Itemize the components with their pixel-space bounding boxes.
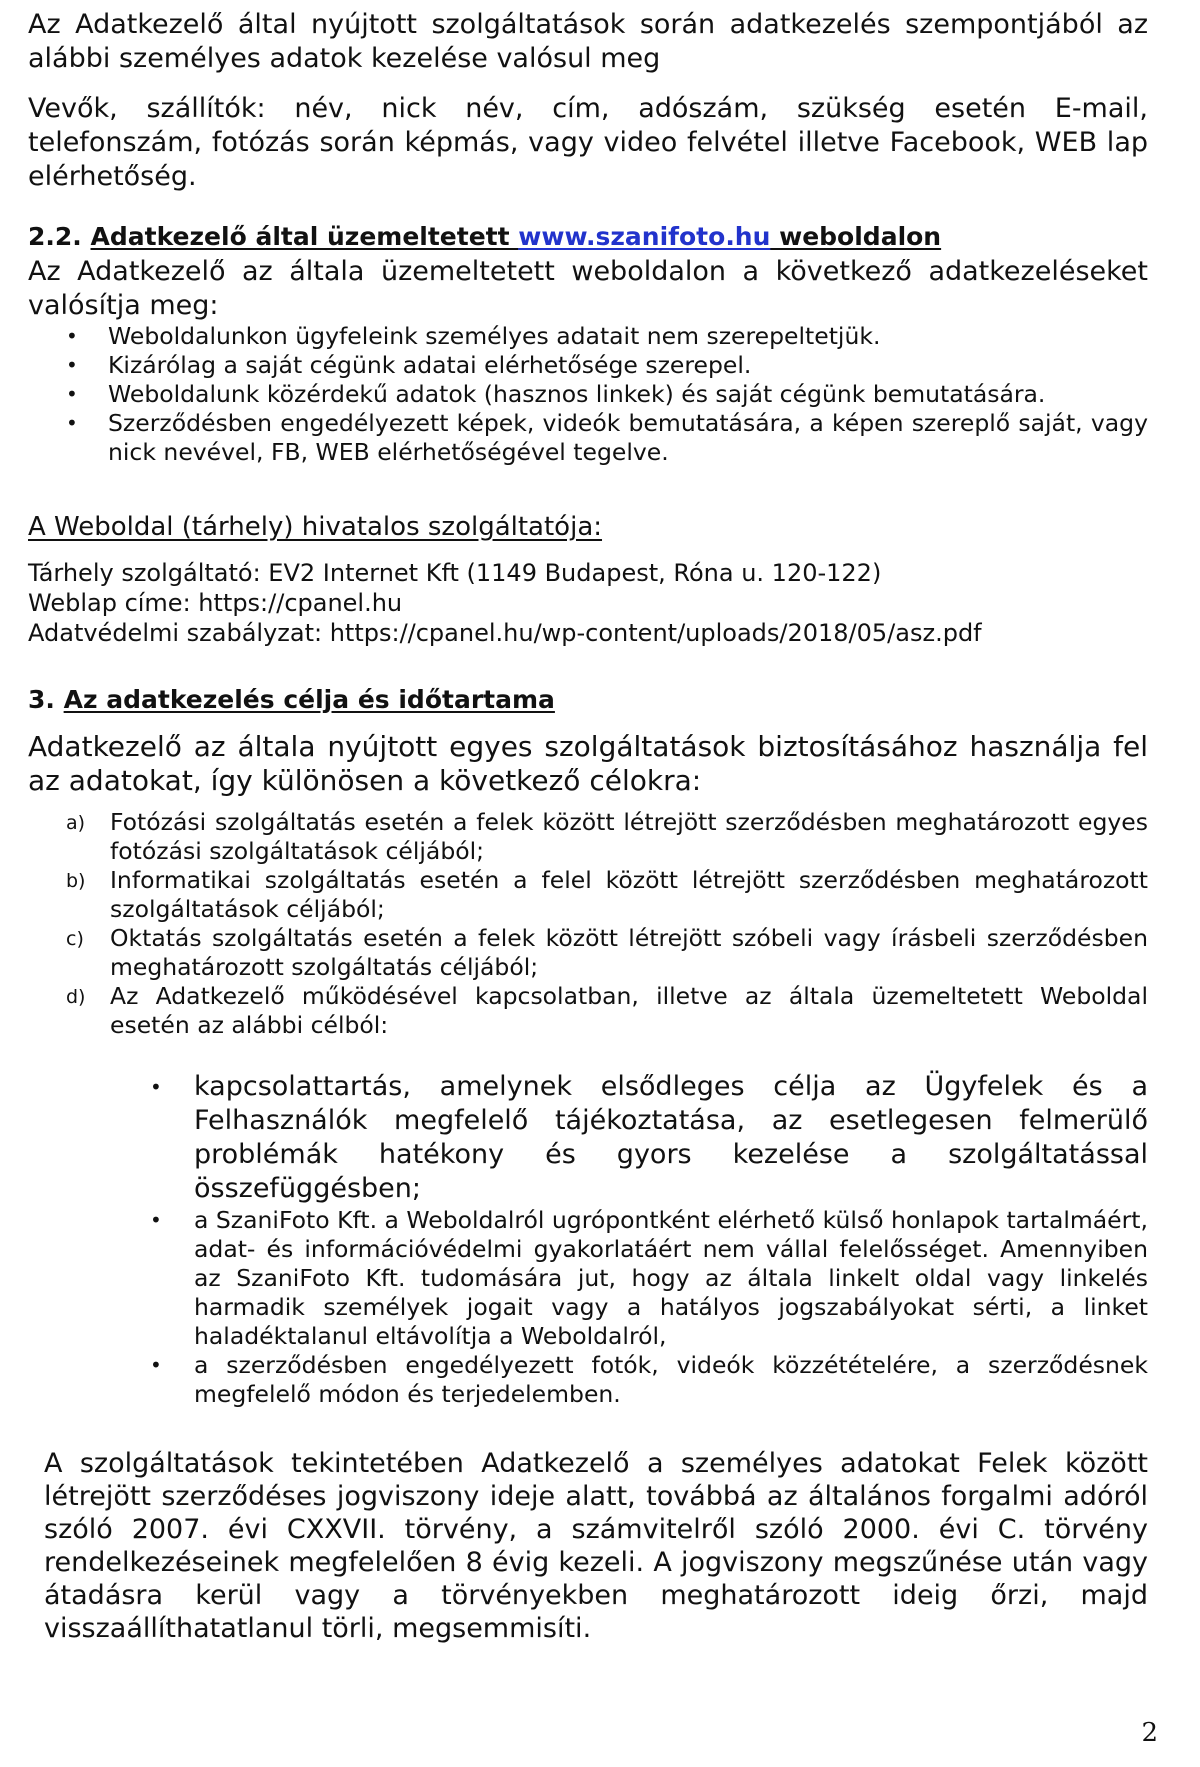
list-item	[64, 322, 1148, 351]
section-3-title: Az adatkezelés célja és időtartama	[63, 685, 555, 714]
page-number: 2	[1141, 1718, 1158, 1748]
intro-paragraph: Az Adatkezelő által nyújtott szolgáltatások során adatkezelés szempontjából az alábbi személyes adatok kezelése valósul meg	[28, 9, 1148, 74]
section-2-2-title	[91, 222, 942, 251]
list-item-text: Fotózási szolgáltatás esetén a felek között létrejött szerződésben meghatározott egyes fotózási szolgáltatások céljából;	[110, 808, 1148, 865]
section-3-heading	[28, 685, 555, 715]
list-item	[150, 1351, 1148, 1409]
list-item	[66, 982, 1148, 1040]
section-2-2-number: 2.2.	[28, 222, 82, 251]
section-2-2-heading	[28, 222, 941, 252]
bullet-icon: •	[150, 1353, 162, 1377]
list-item-text: Informatikai szolgáltatás esetén a felel között létrejött szerződésben meghatározott szolgáltatások céljából;	[110, 866, 1148, 923]
list-marker: a)	[66, 812, 86, 834]
section-2-2-lead: Az Adatkezelő az általa üzemeltetett weboldalon a következő adatkezeléseket valósítja meg:	[28, 256, 1148, 321]
bullet-icon: •	[66, 411, 78, 435]
bullet-icon: •	[66, 353, 78, 377]
hosting-provider-line: Tárhely szolgáltató: EV2 Internet Kft (1149 Budapest, Róna u. 120-122)	[28, 559, 882, 587]
list-item-text: kapcsolattartás, amelynek elsődleges célja az Ügyfelek és a Felhasználók megfelelő tájékoztatása, az esetlegesen felmerülő problémák hatékony és gyors kezelése a szolgáltatással összefüggésben;	[194, 1071, 1148, 1204]
hosting-heading: A Weboldal (tárhely) hivatalos szolgáltatója:	[28, 512, 603, 542]
website-bullet-list	[64, 322, 1148, 467]
list-item	[64, 351, 1148, 380]
list-item-text: Szerződésben engedélyezett képek, videók bemutatására, a képen szereplő saját, vagy nick nevével, FB, WEB elérhetőségével tegelve.	[108, 409, 1148, 466]
list-item	[64, 409, 1148, 467]
section-2-2-title-before: Adatkezelő által üzemeltetett	[90, 222, 519, 251]
website-purpose-list	[150, 1070, 1148, 1409]
list-item-text: Weboldalunk közérdekű adatok (hasznos linkek) és saját cégünk bemutatására.	[108, 380, 1046, 408]
list-item-text: a SzaniFoto Kft. a Weboldalról ugrópontként elérhető külső honlapok tartalmáért, adat- és információvédelmi gyakorlatáért nem vállal felelősséget. Amennyiben az SzaniFoto Kft. tudomására jut, hogy az általa linkelt oldal vagy linkelés harmadik személyek jogait vagy a hatályos jogszabályokat sérti, a linket haladéktalanul eltávolítja a Weboldalról,	[194, 1206, 1148, 1350]
list-item	[66, 866, 1148, 924]
purpose-list	[66, 808, 1148, 1040]
customers-paragraph: Vevők, szállítók: név, nick név, cím, adószám, szükség esetén E-mail, telefonszám, fotózás során képmás, vagy video felvétel illetve Facebook, WEB lap elérhetőség.	[28, 93, 1148, 192]
list-item	[150, 1206, 1148, 1351]
hosting-website-line: Weblap címe: https://cpanel.hu	[28, 589, 403, 617]
section-3-number: 3.	[28, 685, 55, 714]
list-item-text: Oktatás szolgáltatás esetén a felek között létrejött szóbeli vagy írásbeli szerződésben meghatározott szolgáltatás céljából;	[110, 924, 1148, 981]
list-marker: b)	[66, 870, 86, 892]
bullet-icon: •	[150, 1075, 162, 1099]
list-item	[66, 924, 1148, 982]
website-link[interactable]: www.szanifoto.hu	[518, 222, 771, 251]
hosting-privacy-line: Adatvédelmi szabályzat: https://cpanel.hu/wp-content/uploads/2018/05/asz.pdf	[28, 619, 982, 647]
list-item	[150, 1070, 1148, 1206]
hosting-details	[28, 558, 982, 648]
list-item	[66, 808, 1148, 866]
list-marker: d)	[66, 986, 86, 1008]
list-item-text: Kizárólag a saját cégünk adatai elérhetősége szerepel.	[108, 351, 752, 379]
list-marker: c)	[66, 928, 84, 950]
list-item	[64, 380, 1148, 409]
list-item-text: a szerződésben engedélyezett fotók, videók közzétételére, a szerződésnek megfelelő módon és terjedelemben.	[194, 1351, 1148, 1408]
list-item-text: Az Adatkezelő működésével kapcsolatban, illetve az általa üzemeltetett Weboldal esetén az alábbi célból:	[110, 982, 1148, 1039]
bullet-icon: •	[150, 1208, 162, 1232]
bullet-icon: •	[66, 324, 78, 348]
bullet-icon: •	[66, 382, 78, 406]
section-2-2-title-after: weboldalon	[770, 222, 942, 251]
list-item-text: Weboldalunkon ügyfeleink személyes adatait nem szerepeltetjük.	[108, 322, 881, 350]
section-3-lead: Adatkezelő az általa nyújtott egyes szolgáltatások biztosításához használja fel az adatokat, így különösen a következő célokra:	[28, 730, 1148, 797]
retention-paragraph: A szolgáltatások tekintetében Adatkezelő a személyes adatokat Felek között létrejött szerződéses jogviszony ideje alatt, továbbá az általános forgalmi adóról szóló 2007. évi CXXVII. törvény, a számvitelről szóló 2000. évi C. törvény rendelkezéseinek megfelelően 8 évig kezeli. A jogviszony megszűnése után vagy átadásra kerül vagy a törvényekben meghatározott ideig őrzi, majd visszaállíthatatlanul törli, megsemmisíti.	[44, 1448, 1148, 1644]
